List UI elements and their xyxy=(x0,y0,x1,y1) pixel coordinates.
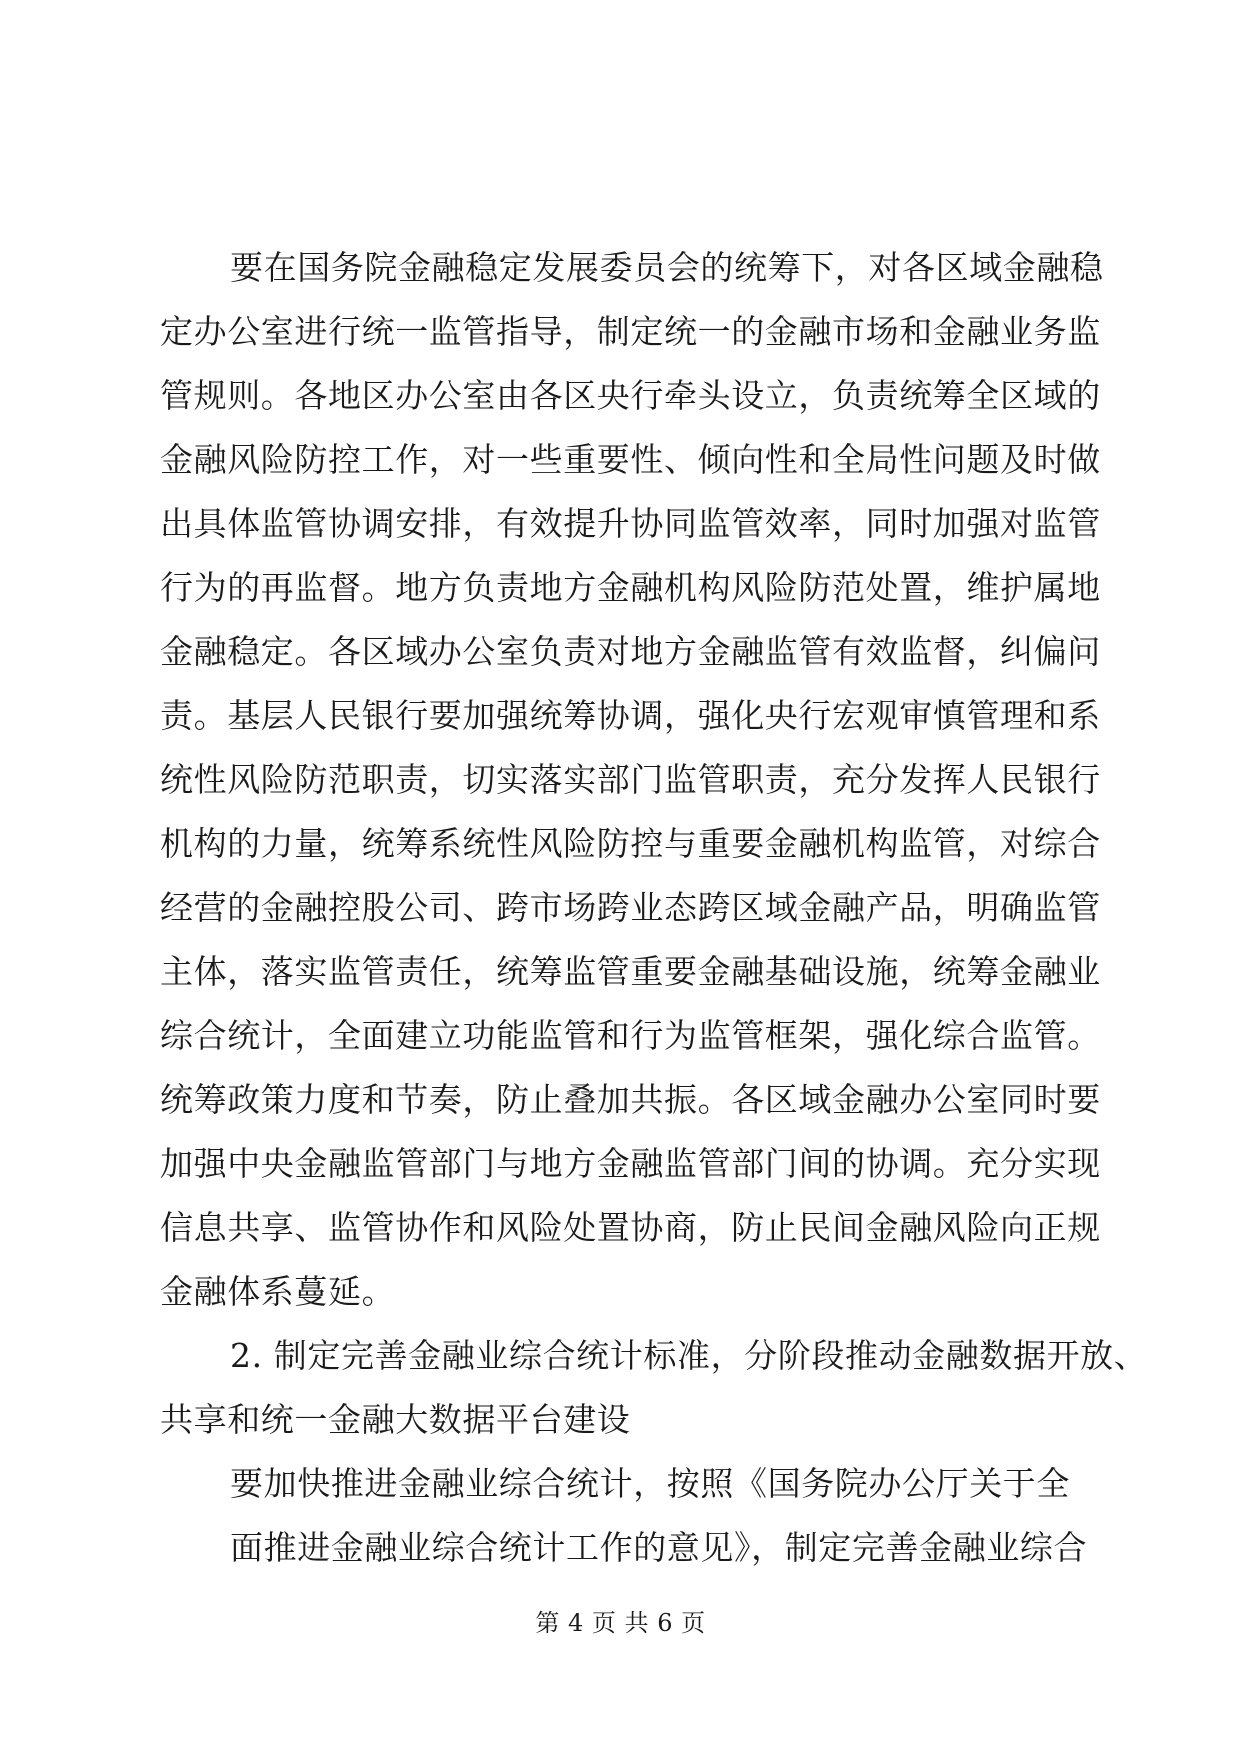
text-line: 加强中央金融监管部门与地方金融监管部门间的协调。充分实现 xyxy=(160,1144,1101,1183)
text-line: 金融风险防控工作，对一些重要性、倾向性和全局性问题及时做 xyxy=(160,440,1101,479)
text-line: 统性风险防范职责，切实落实部门监管职责，充分发挥人民银行 xyxy=(160,760,1101,799)
section-heading-line: 2. 制定完善金融业综合统计标准，分阶段推动金融数据开放、 xyxy=(230,1336,1148,1375)
text-line: 责。基层人民银行要加强统筹协调，强化央行宏观审慎管理和系 xyxy=(160,696,1101,735)
text-line: 主体，落实监管责任，统筹监管重要金融基础设施，统筹金融业 xyxy=(160,952,1101,991)
text-line: 定办公室进行统一监管指导，制定统一的金融市场和金融业务监 xyxy=(160,312,1101,351)
text-line: 行为的再监督。地方负责地方金融机构风险防范处置，维护属地 xyxy=(160,568,1101,607)
text-line: 金融体系蔓延。 xyxy=(160,1272,396,1311)
text-line: 金融稳定。各区域办公室负责对地方金融监管有效监督，纠偏问 xyxy=(160,632,1101,671)
text-line: 信息共享、监管协作和风险处置协商，防止民间金融风险向正规 xyxy=(160,1208,1101,1247)
text-line: 出具体监管协调安排，有效提升协同监管效率，同时加强对监管 xyxy=(160,504,1101,543)
text-line: 综合统计，全面建立功能监管和行为监管框架，强化综合监管。 xyxy=(160,1016,1101,1055)
text-line: 统筹政策力度和节奏，防止叠加共振。各区域金融办公室同时要 xyxy=(160,1080,1101,1119)
text-line: 面推进金融业综合统计工作的意见》，制定完善金融业综合 xyxy=(230,1528,1088,1567)
text-line: 经营的金融控股公司、跨市场跨业态跨区域金融产品，明确监管 xyxy=(160,888,1101,927)
text-line: 要加快推进金融业综合统计，按照《国务院办公厅关于全 xyxy=(230,1464,1070,1503)
page-footer: 第 4 页 共 6 页 xyxy=(535,1609,706,1637)
text-line: 管规则。各地区办公室由各区央行牵头设立，负责统筹全区域的 xyxy=(160,376,1101,415)
section-heading-line: 共享和统一金融大数据平台建设 xyxy=(160,1400,631,1439)
text-line: 机构的力量，统筹系统性风险防控与重要金融机构监管，对综合 xyxy=(160,824,1101,863)
text-line: 要在国务院金融稳定发展委员会的统筹下，对各区域金融稳 xyxy=(230,248,1104,287)
